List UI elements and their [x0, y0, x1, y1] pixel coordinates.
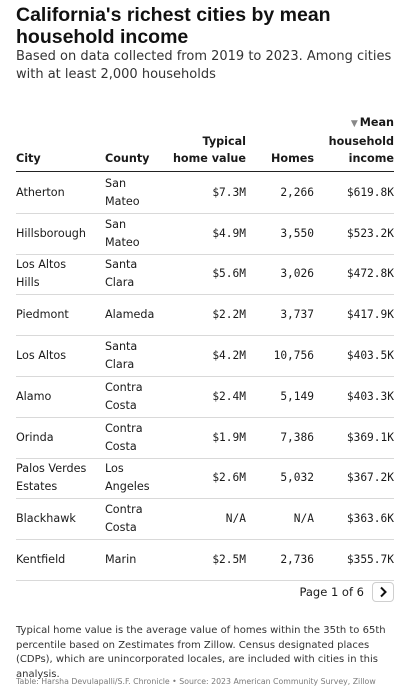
- column-header-homes[interactable]: Homes: [271, 152, 314, 165]
- column-header-county[interactable]: County: [105, 152, 150, 165]
- cell-county-text: Costa: [105, 521, 137, 535]
- cell-county: [105, 379, 175, 415]
- table-row: [16, 295, 394, 336]
- cell-county-text: Contra: [105, 421, 143, 435]
- cell-home-value: [212, 429, 246, 447]
- cell-county-text: Contra: [105, 380, 143, 394]
- cell-home-value-text: $7.3M: [212, 185, 246, 199]
- cell-home-value: [226, 510, 246, 528]
- table-row: [16, 499, 394, 540]
- cell-income: [347, 469, 394, 487]
- cell-county: [105, 216, 175, 252]
- table-header: [16, 116, 394, 172]
- column-header-income-line1: Mean: [359, 116, 394, 129]
- cell-county-text: Costa: [105, 398, 137, 412]
- cell-county-text: Los: [105, 462, 124, 476]
- column-header-home-value-line1: Typical: [202, 135, 246, 148]
- table-row: [16, 173, 394, 214]
- cell-income-text: $403.5K: [346, 349, 394, 363]
- cell-county-text: Marin: [105, 553, 137, 567]
- cell-city-text: Orinda: [16, 430, 54, 444]
- cell-city-text: Kentfield: [16, 553, 66, 567]
- column-header-income[interactable]: [329, 114, 394, 167]
- column-header-income-line2: household: [328, 135, 394, 148]
- cell-county-text: Angeles: [105, 480, 150, 494]
- cell-income-text: $417.9K: [346, 308, 394, 322]
- table-row: [16, 214, 394, 255]
- cell-city-text: Piedmont: [16, 308, 69, 322]
- cell-home-value-text: $2.2M: [212, 308, 246, 322]
- cell-county: [105, 306, 175, 324]
- chart-title: California's richest cities by mean household income: [16, 4, 331, 48]
- cell-city: [16, 306, 102, 324]
- cell-income-text: $363.6K: [346, 512, 394, 526]
- cell-income: [347, 225, 394, 243]
- pagination: [299, 582, 394, 602]
- cell-homes-text: 2,736: [280, 553, 314, 567]
- cell-home-value: [212, 306, 246, 324]
- cell-city-text: Alamo: [16, 389, 52, 403]
- cell-city-text: Blackhawk: [16, 512, 76, 526]
- cell-income: [347, 429, 394, 447]
- cell-city-text: Atherton: [16, 185, 65, 199]
- cell-income: [347, 306, 394, 324]
- cell-income: [347, 551, 394, 569]
- column-header-city[interactable]: City: [16, 152, 41, 165]
- cell-homes: [280, 265, 314, 283]
- cell-city: [16, 225, 102, 243]
- cell-homes-text: 5,032: [280, 471, 314, 485]
- cell-home-value-text: $5.6M: [212, 267, 246, 281]
- cell-county: [105, 338, 175, 374]
- cell-income: [347, 510, 394, 528]
- cell-income-text: $403.3K: [346, 389, 394, 403]
- source-credit: Table: Harsha Devulapalli/S.F. Chronicle • Source: 2023 American Community Survey, Zillow: [16, 677, 376, 686]
- cell-homes: [274, 347, 314, 365]
- table-row: [16, 255, 394, 296]
- cell-homes-text: 3,550: [280, 226, 314, 240]
- cell-homes-text: 7,386: [280, 430, 314, 444]
- cell-homes-text: 3,026: [280, 267, 314, 281]
- cell-city: [16, 510, 102, 528]
- cell-home-value-text: $2.5M: [212, 553, 246, 567]
- column-header-home-value[interactable]: [173, 133, 246, 167]
- cell-homes: [280, 429, 314, 447]
- cell-homes: [294, 510, 314, 528]
- cell-homes-text: 2,266: [280, 185, 314, 199]
- cell-county: [105, 175, 175, 211]
- cell-county-text: Mateo: [105, 194, 140, 208]
- cell-city: [16, 184, 102, 202]
- page-indicator: Page 1 of 6: [299, 585, 364, 599]
- table-body: [16, 173, 394, 581]
- cell-city-text: Palos Verdes: [16, 462, 87, 476]
- cell-city-text: Los Altos: [16, 258, 67, 272]
- cell-home-value-text: $4.2M: [212, 349, 246, 363]
- cell-home-value: [212, 469, 246, 487]
- cell-city: [16, 256, 102, 292]
- cell-home-value-text: $1.9M: [212, 430, 246, 444]
- cell-homes: [280, 551, 314, 569]
- cell-city: [16, 460, 102, 496]
- cell-income: [347, 347, 394, 365]
- cell-income-text: $523.2K: [346, 226, 394, 240]
- cell-county-text: San: [105, 176, 127, 190]
- cell-home-value: [212, 347, 246, 365]
- table-footnote: Typical home value is the average value of homes within the 35th to 65th percentile based on Zestimates from Zillow. Census designated places (CDPs), which are unincorporated locales, are included with cities in this analysis.: [16, 625, 386, 680]
- cell-income-text: $472.8K: [346, 267, 394, 281]
- cell-homes: [280, 388, 314, 406]
- column-header-income-line3: income: [348, 152, 394, 165]
- cell-income: [347, 388, 394, 406]
- cell-home-value-text: $2.6M: [212, 471, 246, 485]
- sort-descending-icon: ▼: [350, 119, 358, 129]
- cell-county: [105, 460, 175, 496]
- cell-county-text: Costa: [105, 439, 137, 453]
- cell-city-text: Hills: [16, 276, 40, 290]
- cell-income-text: $369.1K: [346, 430, 394, 444]
- cell-city: [16, 388, 102, 406]
- cell-home-value-text: $4.9M: [212, 226, 246, 240]
- cell-home-value-text: N/A: [225, 512, 246, 526]
- cell-county-text: Santa: [105, 340, 138, 354]
- cell-home-value: [212, 225, 246, 243]
- cell-homes-text: 3,737: [280, 308, 314, 322]
- cell-county: [105, 551, 175, 569]
- cell-income: [347, 184, 394, 202]
- cell-county-text: Santa: [105, 258, 138, 272]
- table-row: [16, 336, 394, 377]
- cell-homes: [280, 469, 314, 487]
- cell-county-text: Clara: [105, 358, 135, 372]
- cell-home-value: [212, 265, 246, 283]
- cell-homes: [280, 225, 314, 243]
- cell-homes-text: N/A: [293, 512, 314, 526]
- cell-city-text: Los Altos: [16, 349, 67, 363]
- cell-city-text: Estates: [16, 480, 58, 494]
- cell-city: [16, 429, 102, 447]
- cell-county: [105, 256, 175, 292]
- cell-county: [105, 420, 175, 456]
- cell-county-text: Alameda: [105, 308, 155, 322]
- cell-county-text: San: [105, 217, 127, 231]
- cell-city: [16, 347, 102, 365]
- table-row: [16, 540, 394, 581]
- table-row: [16, 377, 394, 418]
- cell-homes-text: 5,149: [280, 389, 314, 403]
- cell-county-text: Mateo: [105, 235, 140, 249]
- table-row: [16, 418, 394, 459]
- cell-home-value-text: $2.4M: [212, 389, 246, 403]
- cell-homes: [280, 306, 314, 324]
- cell-home-value: [212, 551, 246, 569]
- cell-income: [347, 265, 394, 283]
- next-page-button[interactable]: [372, 582, 394, 602]
- cell-city-text: Hillsborough: [16, 226, 86, 240]
- cell-home-value: [212, 184, 246, 202]
- cell-county-text: Contra: [105, 503, 143, 517]
- cell-homes: [280, 184, 314, 202]
- cell-county: [105, 501, 175, 537]
- cell-income-text: $367.2K: [346, 471, 394, 485]
- chevron-right-icon: [378, 586, 388, 598]
- chart-subtitle: Based on data collected from 2019 to 2023. Among cities with at least 2,000 households: [16, 49, 392, 82]
- cell-income-text: $619.8K: [346, 185, 394, 199]
- cell-county-text: Clara: [105, 276, 135, 290]
- cell-homes-text: 10,756: [273, 349, 314, 363]
- cell-city: [16, 551, 102, 569]
- table-row: [16, 459, 394, 500]
- cell-home-value: [212, 388, 246, 406]
- column-header-home-value-line2: home value: [172, 152, 246, 165]
- cell-income-text: $355.7K: [346, 553, 394, 567]
